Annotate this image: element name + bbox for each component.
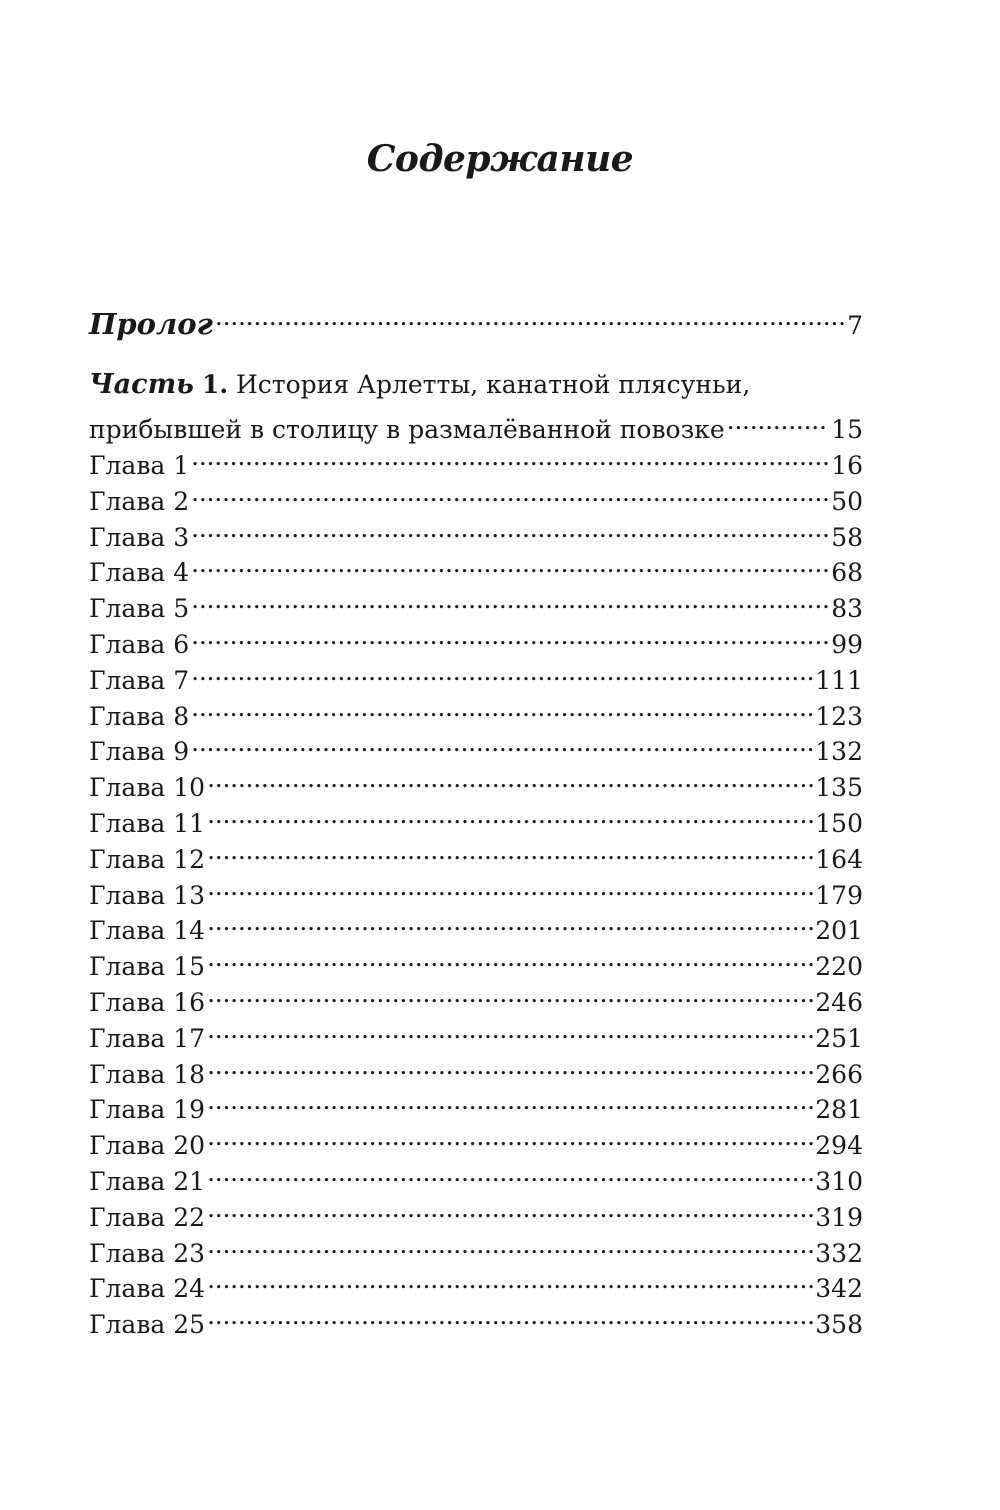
chapter-label: Глава 6 <box>89 630 190 659</box>
dot-leader <box>215 300 845 334</box>
dot-leader <box>191 583 829 617</box>
toc-entry-chapter <box>89 1156 863 1196</box>
dot-leader <box>207 1263 813 1297</box>
chapter-label: Глава 18 <box>89 1059 206 1089</box>
toc-entry-chapter <box>89 834 863 874</box>
dot-leader <box>207 798 813 832</box>
chapter-label: Глава 5 <box>89 594 190 624</box>
toc-entry-chapter <box>89 547 863 588</box>
chapter-label: Глава 2 <box>89 486 190 516</box>
chapter-page: 266 <box>815 1059 863 1089</box>
chapter-page: 58 <box>831 522 863 552</box>
dot-leader <box>207 1299 813 1333</box>
chapter-label: Глава 24 <box>89 1274 206 1304</box>
part-label: Часть <box>89 369 194 400</box>
chapter-page: 150 <box>815 809 863 838</box>
chapter-label: Глава 25 <box>89 1310 206 1340</box>
toc-entry-chapter <box>89 1049 863 1089</box>
part-page: 15 <box>831 415 863 444</box>
toc-entry-chapter <box>89 977 863 1017</box>
chapter-label: Глава 9 <box>89 737 190 767</box>
chapter-page: 111 <box>815 665 863 695</box>
chapter-page: 132 <box>815 737 863 767</box>
chapter-label: Глава 22 <box>89 1202 206 1232</box>
toc-entry-chapter <box>89 1013 863 1053</box>
chapter-page: 319 <box>815 1202 863 1232</box>
part-number: 1. <box>201 370 229 399</box>
chapter-label: Глава 21 <box>89 1167 206 1196</box>
toc-entry-chapter <box>89 905 863 946</box>
dot-leader <box>207 762 813 796</box>
toc-entry-chapter <box>89 870 863 910</box>
chapter-label: Глава 14 <box>89 916 206 946</box>
chapter-label: Глава 11 <box>89 809 206 838</box>
toc-entry-chapter <box>89 1263 863 1304</box>
chapter-label: Глава 23 <box>89 1238 206 1268</box>
dot-leader <box>207 834 813 868</box>
dot-leader <box>207 1156 813 1190</box>
dot-leader <box>191 691 813 725</box>
dot-leader <box>207 1084 813 1118</box>
chapter-page: 220 <box>815 952 863 982</box>
dot-leader <box>207 870 813 904</box>
dot-leader <box>191 547 829 581</box>
chapter-page: 251 <box>815 1023 863 1053</box>
page-title: Содержание <box>366 138 634 180</box>
prologue-label: Пролог <box>89 307 213 341</box>
chapter-page: 310 <box>815 1167 863 1196</box>
dot-leader <box>207 941 813 975</box>
chapter-page: 16 <box>831 451 863 480</box>
toc-entry-chapter <box>89 798 863 838</box>
toc-entry-chapter <box>89 655 863 695</box>
chapter-page: 135 <box>815 773 863 803</box>
chapter-page: 50 <box>831 486 863 516</box>
chapter-page: 358 <box>815 1310 863 1340</box>
chapter-page: 123 <box>815 701 863 731</box>
toc-entry-chapter <box>89 726 863 767</box>
dot-leader <box>207 1120 813 1154</box>
toc-entry-chapter <box>89 1299 863 1340</box>
toc-entry-chapter <box>89 476 863 516</box>
chapter-label: Глава 10 <box>89 773 206 803</box>
chapter-label: Глава 1 <box>89 451 190 480</box>
dot-leader <box>191 726 813 760</box>
dot-leader <box>191 512 829 546</box>
toc-entry-chapter <box>89 440 863 480</box>
dot-leader <box>207 1192 813 1226</box>
chapter-label: Глава 15 <box>89 952 206 982</box>
toc-entry-chapter <box>89 1192 863 1232</box>
chapter-label: Глава 17 <box>89 1023 206 1053</box>
chapter-page: 201 <box>815 916 863 946</box>
dot-leader <box>727 404 830 438</box>
toc-entry-chapter <box>89 941 863 982</box>
chapter-page: 164 <box>815 844 863 874</box>
chapter-label: Глава 19 <box>89 1095 206 1125</box>
toc-entry-chapter <box>89 512 863 552</box>
dot-leader <box>207 1049 813 1083</box>
chapter-label: Глава 16 <box>89 988 206 1017</box>
chapter-label: Глава 3 <box>89 522 190 552</box>
chapter-page: 281 <box>815 1095 863 1125</box>
toc-entry-chapter <box>89 762 863 803</box>
chapter-page: 83 <box>831 594 863 624</box>
chapter-label: Глава 12 <box>89 844 206 874</box>
chapter-page: 342 <box>815 1274 863 1304</box>
chapter-label: Глава 4 <box>89 558 190 588</box>
chapter-page: 246 <box>815 988 863 1017</box>
part-title-line1: История Арлетты, канатной плясуньи, <box>235 370 751 399</box>
toc-entry-chapter <box>89 583 863 624</box>
part-heading <box>89 368 863 402</box>
chapter-page: 68 <box>831 558 863 588</box>
dot-leader <box>191 440 829 474</box>
dot-leader <box>207 1228 813 1262</box>
dot-leader <box>191 476 829 510</box>
part-title-line2: прибывшей в столицу в размалёванной повозке <box>89 415 725 444</box>
chapter-page: 179 <box>815 880 863 910</box>
chapter-page: 99 <box>831 630 863 659</box>
chapter-label: Глава 13 <box>89 880 206 910</box>
chapter-label: Глава 7 <box>89 665 190 695</box>
dot-leader <box>207 977 813 1011</box>
dot-leader <box>191 655 813 689</box>
toc-entry-chapter <box>89 619 863 659</box>
dot-leader <box>191 619 829 653</box>
toc-entry-chapter <box>89 1228 863 1268</box>
toc-entry-part1 <box>89 404 863 444</box>
chapter-page: 294 <box>815 1131 863 1161</box>
chapter-label: Глава 8 <box>89 701 190 731</box>
prologue-page: 7 <box>847 311 863 340</box>
toc-entry-chapter <box>89 691 863 731</box>
toc-entry-chapter <box>89 1120 863 1161</box>
toc-entry-prologue <box>89 300 863 341</box>
chapter-label: Глава 20 <box>89 1131 206 1161</box>
chapter-page: 332 <box>815 1238 863 1268</box>
dot-leader <box>207 1013 813 1047</box>
dot-leader <box>207 905 813 939</box>
toc-entry-chapter <box>89 1084 863 1125</box>
